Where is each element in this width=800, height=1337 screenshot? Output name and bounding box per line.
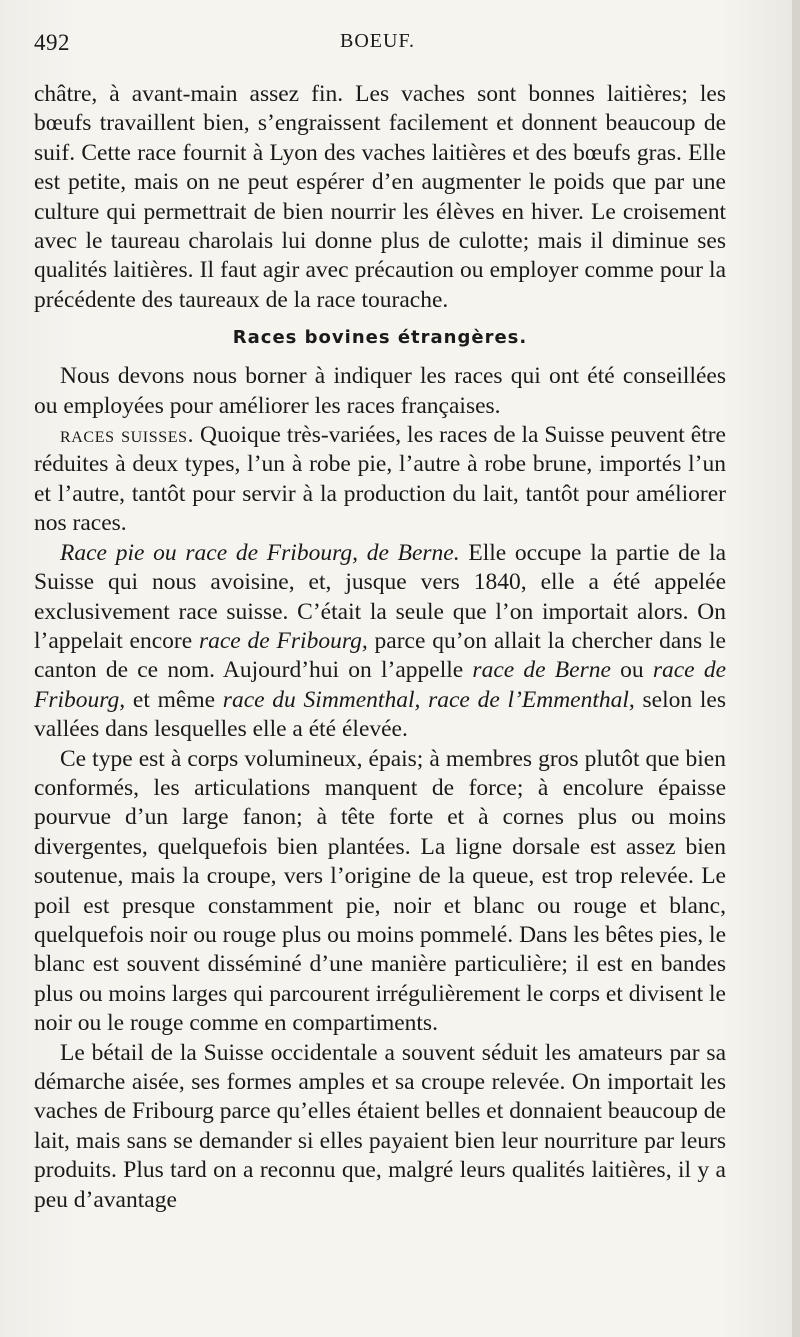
race-name-italic: Race pie ou race de Fribourg, de Berne. <box>60 539 460 566</box>
paragraph-race-pie <box>34 539 726 745</box>
paragraph-text: et même <box>125 686 223 713</box>
running-head: BOEUF. <box>340 30 415 52</box>
paragraph-text: Elle occupe la partie de la Suisse qui nous avoisine, et, jusque vers 1840, elle a été appelée exclusivement race suisse. C’était la seule que l’on importait alors. On l’appelait encore <box>34 539 726 654</box>
page-edge <box>792 0 800 1337</box>
race-name-italic: race de Fribourg, <box>34 657 726 713</box>
paragraph-text: parce qu’on allait la chercher dans le canton de ce nom. Aujourd’hui on l’appelle <box>34 627 726 684</box>
page-header <box>34 30 734 60</box>
paragraph-intro: Nous devons nous borner à indiquer les races qui ont été conseillées ou employées pour améliorer les races françaises. <box>34 363 726 419</box>
section-title: Races bovines étrangères. <box>232 327 528 349</box>
paragraph-text: Quoique très-variées, les races de la Suisse peuvent être réduites à deux types, l’un à robe pie, l’autre à robe brune, importés l’un et l’autre, tantôt pour servir à la production du lait, tantôt pour améliorer nos races. <box>34 422 726 537</box>
race-name-italic: race de Berne <box>472 657 611 684</box>
page-number: 492 <box>34 30 70 55</box>
paragraph-text: ou <box>610 657 653 684</box>
paragraph-suisse-occidentale: Le bétail de la Suisse occidentale a souvent séduit les amateurs par sa démarche aisée, ses formes amples et sa croupe relevée. On importait les vaches de Fribourg parce qu’elles étaient belles et donnaient beaucoup de lait, mais sans se demander si elles payaient bien leur nourriture par leurs produits. Plus tard on a reconnu que, malgré leurs qualités laitières, il y a peu d’avantage <box>34 1039 726 1213</box>
race-name-italic: race de Fribourg, <box>198 627 368 654</box>
page-body <box>34 80 726 1215</box>
paragraph-description: Ce type est à corps volumineux, épais; à membres gros plutôt que bien conformés, les articulations manquent de force; à encolure épaisse pourvue d’un large fanon; à tête forte et à cornes plus ou moins divergentes, quelquefois bien plantées. La ligne dorsale est assez bien soutenue, mais la croupe, vers l’origine de la queue, est trop relevée. Le poil est presque constamment pie, noir et blanc ou rouge et blanc, quelquefois noir ou rouge plus ou moins pommelé. Dans les bêtes pies, le blanc est souvent disséminé d’une manière particulière; il est en bandes plus ou moins larges qui parcourent irrégulièrement le corps et divisent le noir ou le rouge comme en compartiments. <box>34 745 726 1037</box>
race-name-italic: race du Simmenthal, race de l’Emmenthal, <box>222 686 635 713</box>
paragraph-continuation: châtre, à avant-main assez fin. Les vaches sont bonnes laitières; les bœufs travaillent bien, s’engraissent facilement et donnent beaucoup de suif. Cette race fournit à Lyon des vaches laitières et des bœufs gras. Elle est petite, mais on ne peut espérer d’en augmenter le poids que par une culture qui permettrait de bien nourrir les élèves en hiver. Le croisement avec le taureau charolais lui donne plus de culotte; mais il diminue ses qualités laitières. Il faut agir avec précaution ou employer comme pour la précédente des taureaux de la race tourache. <box>34 81 726 313</box>
paragraph-races-suisses <box>34 421 726 539</box>
paragraph-lead: races suisses. <box>60 422 195 449</box>
paragraph-text: selon les vallées dans lesquelles elle a été élevée. <box>34 686 726 743</box>
